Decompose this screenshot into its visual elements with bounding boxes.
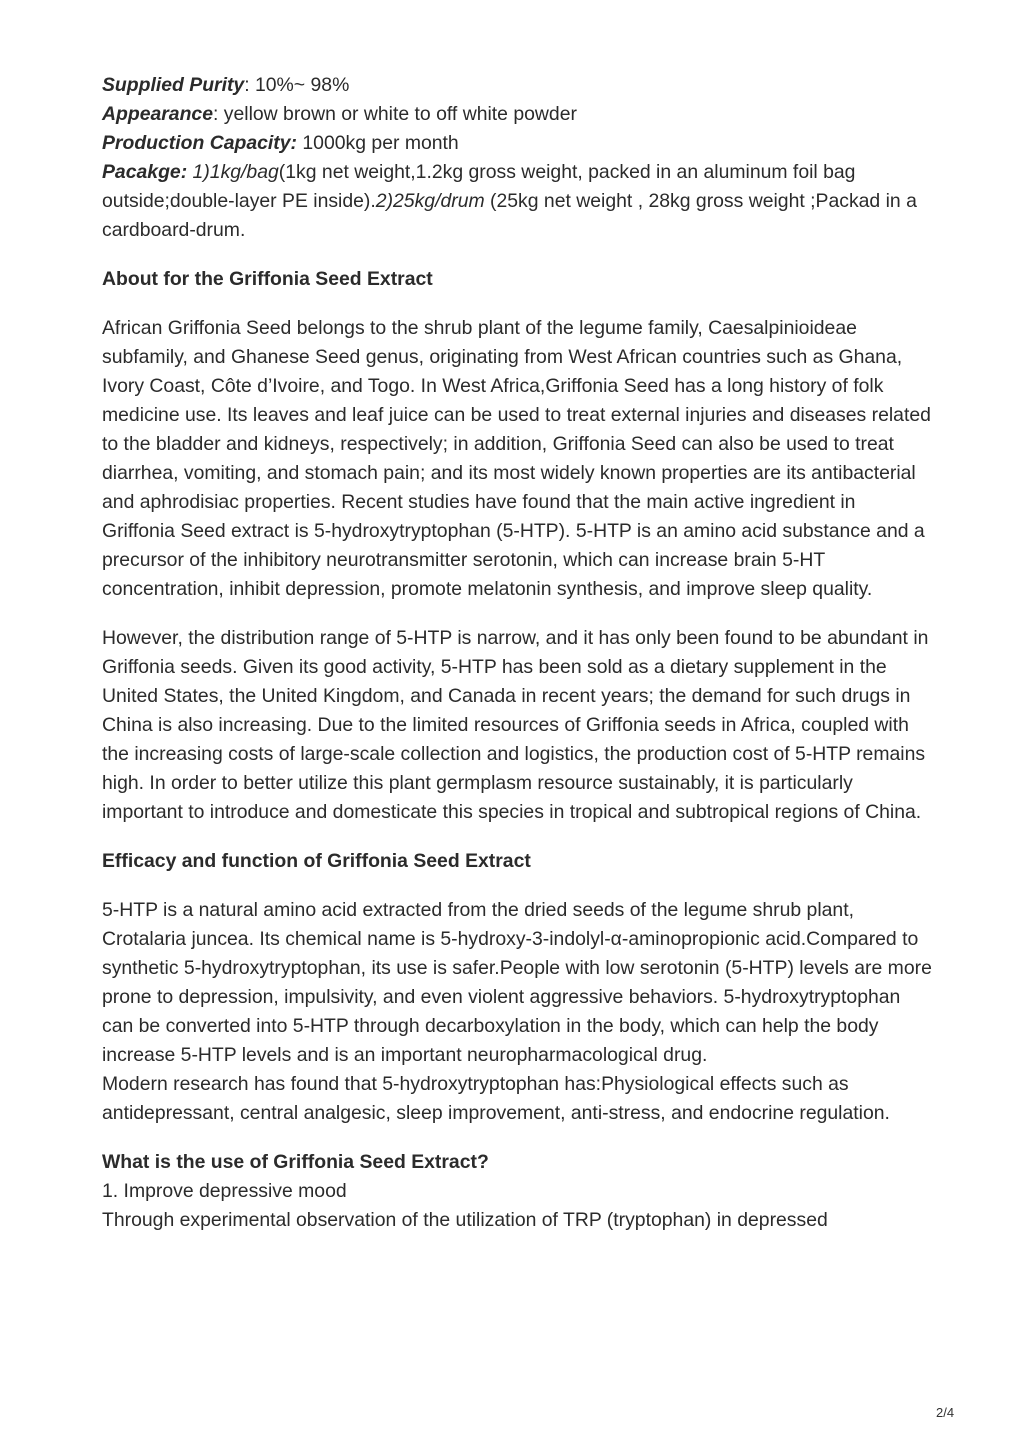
- spec-package-option-2: 2)25kg/drum: [375, 190, 485, 212]
- spec-appearance: [102, 100, 932, 129]
- efficacy-paragraph-1: 5-HTP is a natural amino acid extracted from the dried seeds of the legume shrub plant, Crotalaria juncea. Its chemical name is 5-hydroxy-3-indolyl-α-aminopropionic acid.Compared to synthetic 5-hydroxytryptophan, its use is safer.People with low serotonin (5-HTP) levels are more prone to depression, impulsivity, and even violent aggressive behaviors. 5-hydroxytryptophan can be converted into 5-HTP through decarboxylation in the body, which can help the body increase 5-HTP levels and is an important neuropharmacological drug.: [102, 899, 932, 1066]
- page-number: 2/4: [936, 1405, 955, 1420]
- section-heading-about: About for the Griffonia Seed Extract: [102, 268, 433, 290]
- section-heading-use: What is the use of Griffonia Seed Extract?: [102, 1151, 489, 1173]
- about-paragraph-2: However, the distribution range of 5-HTP is narrow, and it has only been found to be abundant in Griffonia seeds. Given its good activity, 5-HTP has been sold as a dietary supplement in the United States, the United Kingdom, and Canada in recent years; the demand for such drugs in China is also increasing. Due to the limited resources of Griffonia seeds in Africa, coupled with the increasing costs of large-scale collection and logistics, the production cost of 5-HTP remains high. In order to better utilize this plant germplasm resource sustainably, it is particularly important to introduce and domesticate this species in tropical and subtropical regions of China.: [102, 627, 929, 823]
- spec-purity-value: : 10%~ 98%: [244, 74, 350, 96]
- spec-package-option-1: 1)1kg/bag: [187, 161, 279, 183]
- document-page: [102, 71, 932, 1235]
- spec-capacity-value: 1000kg per month: [297, 132, 459, 154]
- use-paragraph-1: Through experimental observation of the utilization of TRP (tryptophan) in depressed: [102, 1209, 828, 1231]
- spec-package-option-2-desc: (25kg net weight , 28kg gross weight ;Packad in a cardboard-drum.: [102, 190, 917, 241]
- efficacy-paragraph-2: Modern research has found that 5-hydroxytryptophan has:Physiological effects such as antidepressant, central analgesic, sleep improvement, anti-stress, and endocrine regulation.: [102, 1073, 890, 1124]
- spec-package-option-1-desc: (1kg net weight,1.2kg gross weight, packed in an aluminum foil bag outside;double-layer PE inside).: [102, 161, 856, 212]
- spec-appearance-label: Appearance: [102, 103, 214, 125]
- use-list-item-1: 1. Improve depressive mood: [102, 1180, 347, 1202]
- spec-capacity: [102, 129, 932, 158]
- product-specs: [102, 71, 932, 245]
- spec-appearance-value: : yellow brown or white to off white powder: [213, 103, 577, 125]
- spec-capacity-label: Production Capacity:: [102, 132, 298, 154]
- spec-package: [102, 158, 932, 245]
- section-heading-efficacy: Efficacy and function of Griffonia Seed Extract: [102, 850, 531, 872]
- spec-purity-label: Supplied Purity: [102, 74, 245, 96]
- spec-purity: [102, 71, 932, 100]
- spec-package-label: Pacakge:: [102, 161, 188, 183]
- about-paragraph-1: African Griffonia Seed belongs to the shrub plant of the legume family, Caesalpinioideae subfamily, and Ghanese Seed genus, originating from West African countries such as Ghana, Ivory Coast, Côte d’Ivoire, and Togo. In West Africa,Griffonia Seed has a long history of folk medicine use. Its leaves and leaf juice can be used to treat external injuries and diseases related to the bladder and kidneys, respectively; in addition, Griffonia Seed can also be used to treat diarrhea, vomiting, and stomach pain; and its most widely known properties are its antibacterial and aphrodisiac properties. Recent studies have found that the main active ingredient in Griffonia Seed extract is 5-hydroxytryptophan (5-HTP). 5-HTP is an amino acid substance and a precursor of the inhibitory neurotransmitter serotonin, which can increase brain 5-HT concentration, inhibit depression, promote melatonin synthesis, and improve sleep quality.: [102, 317, 931, 600]
